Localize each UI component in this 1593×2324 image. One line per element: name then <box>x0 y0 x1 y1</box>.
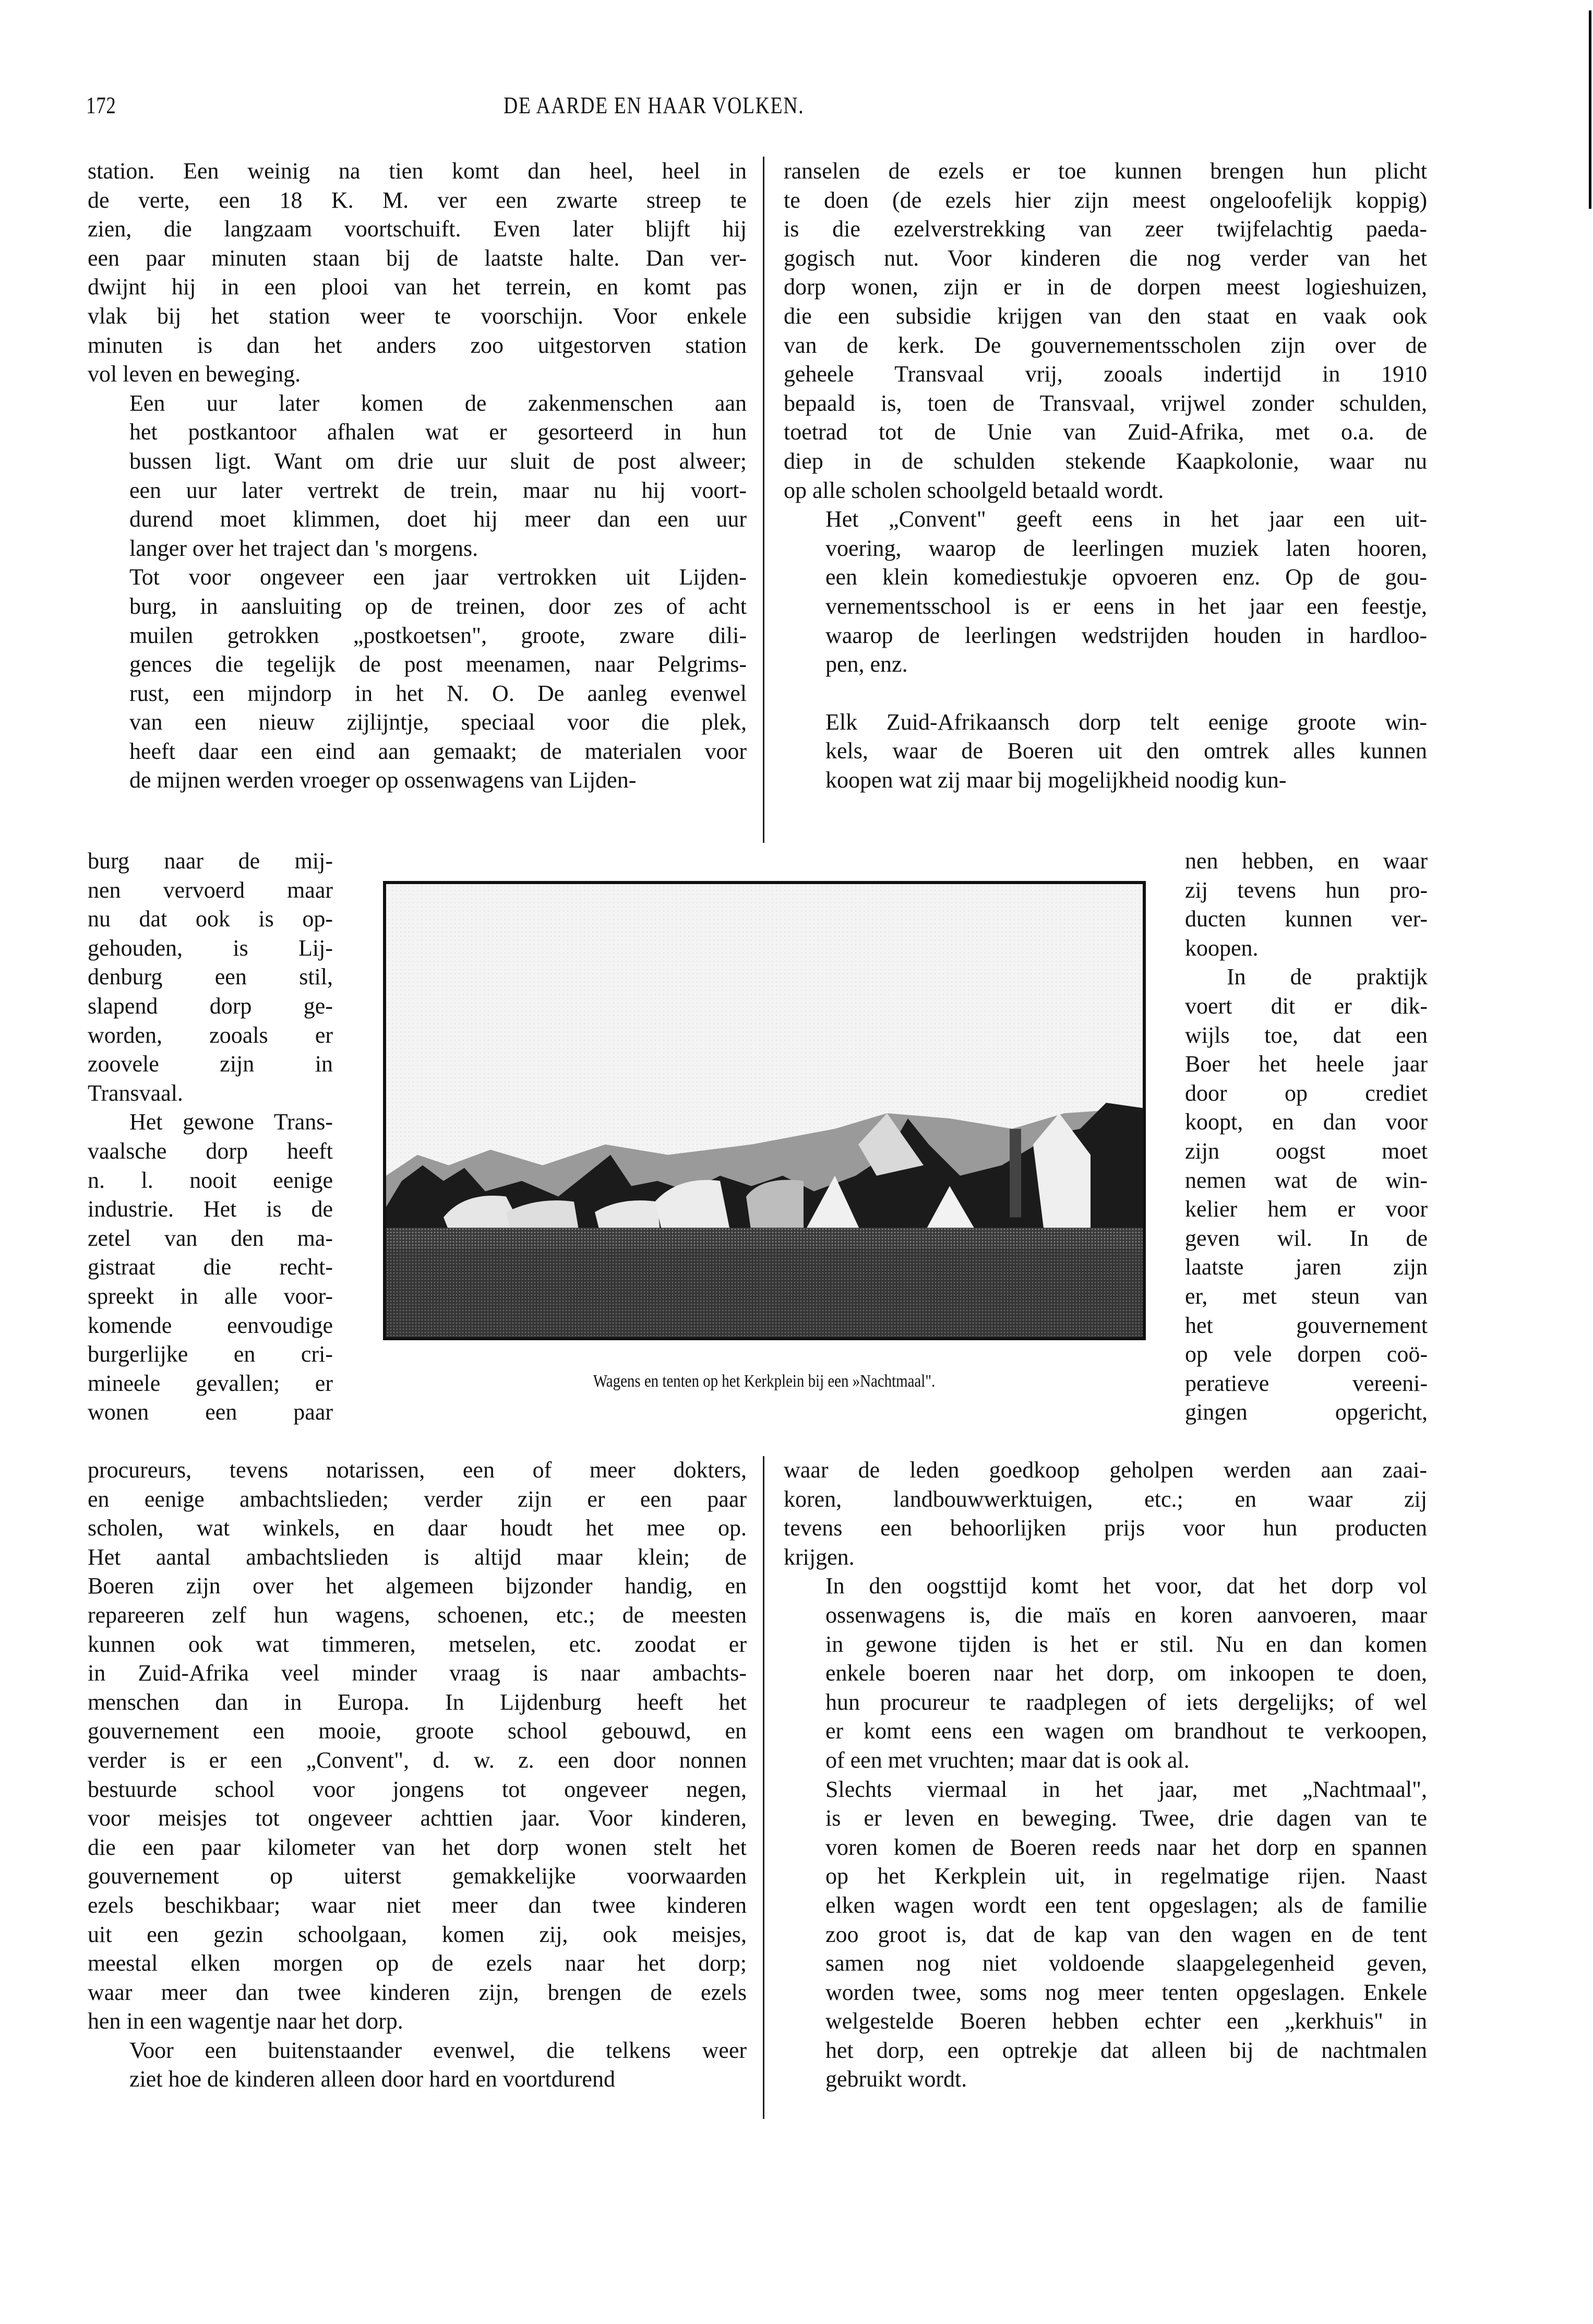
text-line: Een uur later komen de zakenmenschen aan <box>129 390 747 416</box>
text-line: slapend dorp ge- <box>88 993 333 1019</box>
text-line: langer over het traject dan 's morgens. <box>129 535 478 561</box>
paragraph <box>88 157 747 389</box>
text-line: dorp wonen, zijn er in de dorpen meest logieshuizen, <box>784 274 1427 300</box>
text-line: In de praktijk <box>1227 964 1428 990</box>
text-line: koopen. <box>1185 935 1259 961</box>
page-number: 172 <box>86 92 116 118</box>
text-line: de verte, een 18 K. M. ver een zwarte streep te <box>88 187 747 213</box>
text-line: uit een gezin schoolgaan, komen zij, ook meisjes, <box>88 1921 747 1947</box>
text-line: menschen dan in Europa. In Lijdenburg heeft het <box>88 1689 747 1715</box>
text-line: Tot voor ongeveer een jaar vertrokken uit Lijden- <box>129 564 747 590</box>
text-line: nu dat ook is op- <box>88 906 333 932</box>
text-line: durend moet klimmen, doet hij meer dan een uur <box>129 506 747 532</box>
text-line: geheele Transvaal vrij, zooals indertijd in 1910 <box>784 361 1427 387</box>
paragraph <box>784 708 1427 795</box>
text-line: koopen wat zij maar bij mogelijkheid noodig kun- <box>825 767 1287 793</box>
text-line: op alle scholen schoolgeld betaald wordt. <box>784 477 1164 503</box>
text-line: wonen een paar <box>88 1399 333 1425</box>
text-line: ezels beschikbaar; waar niet meer dan twee kinderen <box>88 1892 747 1918</box>
text-line: het gouvernement <box>1185 1312 1428 1338</box>
text-line: voren komen de Boeren reeds naar het dorp en spannen <box>825 1834 1427 1860</box>
text-line: gebruikt wordt. <box>825 2066 967 2092</box>
paragraph <box>88 1456 747 2036</box>
text-line: is die ezelverstrekking van zeer twijfelachtig paeda- <box>784 216 1427 242</box>
text-line: hun procureur te raadplegen of iets dergelijks; of wel <box>825 1689 1427 1715</box>
text-line: burg naar de mij- <box>88 848 333 874</box>
paragraph <box>88 563 747 795</box>
text-line: station. Een weinig na tien komt dan heel, heel in <box>88 158 747 184</box>
paragraph <box>784 1571 1427 1774</box>
text-line: bussen ligt. Want om drie uur sluit de post alweer; <box>129 448 747 474</box>
text-line: zijn oogst moet <box>1185 1138 1428 1164</box>
text-line: Boer het heele jaar <box>1185 1051 1428 1077</box>
text-line: zoo groot is, dat de kap van den wagen en de tent <box>825 1921 1427 1947</box>
text-line: kunnen ook wat timmeren, metselen, etc. zoodat er <box>88 1631 747 1657</box>
text-line: laatste jaren zijn <box>1185 1254 1428 1280</box>
text-line: gouvernement een mooie, groote school gebouwd, en <box>88 1718 747 1744</box>
text-line: worden twee, soms nog meer tenten opgeslagen. Enkele <box>825 1979 1427 2005</box>
column-divider <box>763 157 764 843</box>
text-line: voert dit er dik- <box>1185 993 1428 1019</box>
text-line: verder is er een „Convent", d. w. z. een door nonnen <box>88 1747 747 1773</box>
text-line: burgerlijke en cri- <box>88 1341 333 1367</box>
text-line: kels, waar de Boeren uit den omtrek alles kunnen <box>825 738 1427 764</box>
text-line: komende eenvoudige <box>88 1312 333 1338</box>
text-line: bestuurde school voor jongens tot ongeveer negen, <box>88 1776 747 1802</box>
text-line: scholen, wat winkels, en daar houdt het mee op. <box>88 1515 747 1541</box>
text-line: Transvaal. <box>88 1080 183 1106</box>
text-line: in gewone tijden is het er stil. Nu en dan komen <box>825 1631 1427 1657</box>
paragraph <box>784 157 1427 505</box>
text-line: ziet hoe de kinderen alleen door hard en voortdurend <box>129 2066 615 2092</box>
text-line: vaalsche dorp heeft <box>88 1138 333 1164</box>
text-line: vlak bij het station weer te voorschijn. Voor enkele <box>88 303 747 329</box>
text-line: spreekt in alle voor- <box>88 1283 333 1309</box>
text-line: een klein komediestukje opvoeren enz. Op de gou- <box>825 564 1427 590</box>
text-line: een paar minuten staan bij de laatste halte. Dan ver- <box>88 245 747 271</box>
text-line: industrie. Het is de <box>88 1196 333 1222</box>
text-line: en eenige ambachtslieden; verder zijn er een paar <box>88 1486 747 1512</box>
text-line: zij tevens hun pro- <box>1185 877 1428 903</box>
paragraph <box>784 505 1427 679</box>
text-line: te doen (de ezels hier zijn meest ongeloofelijk koppig) <box>784 187 1427 213</box>
text-line: peratieve vereeni- <box>1185 1370 1428 1396</box>
text-line: dwijnt hij in een plooi van het terrein, en komt pas <box>88 274 747 300</box>
text-line: of een met vruchten; maar dat is ook al. <box>825 1747 1190 1773</box>
text-line: worden, zooals er <box>88 1022 333 1048</box>
right-column-bottom <box>784 1456 1427 2094</box>
text-line: n. l. nooit eenige <box>88 1167 333 1193</box>
text-line: het dorp, een optrekje dat alleen bij de nachtmalen <box>825 2037 1427 2063</box>
text-line: nemen wat de win- <box>1185 1167 1428 1193</box>
right-column-top <box>784 157 1427 794</box>
text-line: er komt eens een wagen om brandhout te verkoopen, <box>825 1718 1427 1744</box>
text-line: vol leven en beweging. <box>88 361 301 387</box>
left-column-wrap-around-figure <box>88 847 333 1427</box>
text-line: waar de leden goedkoop geholpen werden aan zaai- <box>784 1457 1427 1483</box>
text-line: vernementsschool is er eens in het jaar een feestje, <box>825 593 1427 619</box>
text-line: voor meisjes tot ongeveer achttien jaar. Voor kinderen, <box>88 1805 747 1831</box>
text-line: de mijnen werden vroeger op ossenwagens van Lijden- <box>129 767 637 793</box>
text-line: samen nog niet voldoende slaapgelegenheid geven, <box>825 1950 1427 1976</box>
text-line: heeft daar een eind aan gemaakt; de materialen voor <box>129 738 747 764</box>
text-line: repareeren zelf hun wagens, schoenen, etc.; de meesten <box>88 1602 747 1628</box>
text-line: pen, enz. <box>825 651 908 677</box>
text-line: minuten is dan het anders zoo uitgestorven station <box>88 332 747 358</box>
text-line: koren, landbouwwerktuigen, etc.; en waar zij <box>784 1486 1427 1512</box>
text-line: nen vervoerd maar <box>88 877 333 903</box>
column-divider <box>763 1456 764 2119</box>
page-header <box>86 91 1495 123</box>
text-line: Het aantal ambachtslieden is altijd maar klein; de <box>88 1544 747 1570</box>
text-line: toetrad tot de Unie van Zuid-Afrika, met o.a. de <box>784 419 1427 445</box>
text-line: gehouden, is Lij- <box>88 935 333 961</box>
text-line: die een subsidie krijgen van den staat en vaak ook <box>784 303 1427 329</box>
text-line: In den oogsttijd komt het voor, dat het dorp vol <box>825 1573 1427 1599</box>
paragraph <box>784 1456 1427 1571</box>
photograph-wagons-and-tents <box>383 881 1146 1340</box>
text-line: procureurs, tevens notarissen, een of meer dokters, <box>88 1457 747 1483</box>
text-line: Het gewone Trans- <box>129 1109 333 1135</box>
running-title: DE AARDE EN HAAR VOLKEN. <box>504 92 805 118</box>
text-line: Boeren zijn over het algemeen bijzonder handig, en <box>88 1573 747 1599</box>
text-line: muilen getrokken „postkoetsen", groote, zware dili- <box>129 622 747 648</box>
paragraph <box>88 389 747 563</box>
text-line: ossenwagens is, die maïs en koren aanvoeren, maar <box>825 1602 1427 1628</box>
halftone-photo-icon <box>386 884 1143 1337</box>
text-line: van de kerk. De gouvernementsscholen zijn over de <box>784 332 1427 358</box>
text-line: geven wil. In de <box>1185 1225 1428 1251</box>
text-line: ranselen de ezels er toe kunnen brengen hun plicht <box>784 158 1427 184</box>
figure-caption <box>365 1372 1164 1391</box>
text-line: krijgen. <box>784 1544 855 1570</box>
text-line: die een paar kilometer van het dorp wonen stelt het <box>88 1834 747 1860</box>
text-line: tevens een behoorlijken prijs voor hun producten <box>784 1515 1427 1541</box>
text-line: elken wagen wordt een tent opgeslagen; als de familie <box>825 1892 1427 1918</box>
text-line: welgestelde Boeren hebben echter een „kerkhuis" in <box>825 2008 1427 2034</box>
text-line: gogisch nut. Voor kinderen die nog verder van het <box>784 245 1427 271</box>
text-line: voering, waarop de leerlingen muziek laten hooren, <box>825 535 1427 561</box>
page-edge-rule <box>1589 10 1591 209</box>
text-line: zoovele zijn in <box>88 1051 333 1077</box>
text-line: Slechts viermaal in het jaar, met „Nachtmaal", <box>825 1776 1427 1802</box>
text-line: Het „Convent" geeft eens in het jaar een uit- <box>825 506 1427 532</box>
text-line: diep in de schulden stekende Kaapkolonie, waar nu <box>784 448 1427 474</box>
text-line: zien, die langzaam voortschuift. Even later blijft hij <box>88 216 747 242</box>
text-line: ducten kunnen ver- <box>1185 906 1428 932</box>
text-line: in Zuid-Afrika veel minder vraag is naar ambachts- <box>88 1660 747 1686</box>
paragraph <box>784 1775 1427 2094</box>
text-line: denburg een stil, <box>88 964 333 990</box>
text-line: gistraat die recht- <box>88 1254 333 1280</box>
text-line: enkele boeren naar het dorp, om inkoopen te doen, <box>825 1660 1427 1686</box>
text-line: koopt, en dan voor <box>1185 1109 1428 1135</box>
text-line: er, met steun van <box>1185 1283 1428 1309</box>
text-line: burg, in aansluiting op de treinen, door zes of acht <box>129 593 747 619</box>
text-line: mineele gevallen; er <box>88 1370 333 1396</box>
text-line: Voor een buitenstaander evenwel, die telkens weer <box>129 2037 747 2063</box>
text-line: zetel van den ma- <box>88 1225 333 1251</box>
text-line: rust, een mijndorp in het N. O. De aanleg evenwel <box>129 680 747 706</box>
text-line: is er leven en beweging. Twee, drie dagen van te <box>825 1805 1427 1831</box>
text-line: een uur later vertrekt de trein, maar nu hij voort- <box>129 477 747 503</box>
text-line: gingen opgericht, <box>1185 1399 1428 1425</box>
text-line: hen in een wagentje naar het dorp. <box>88 2008 403 2034</box>
right-column-wrap-around-figure <box>1185 847 1428 1427</box>
text-line: gouvernement op uiterst gemakkelijke voorwaarden <box>88 1863 747 1889</box>
text-line: nen hebben, en waar <box>1185 848 1428 874</box>
text-line: Elk Zuid-Afrikaansch dorp telt eenige groote win- <box>825 709 1427 735</box>
text-line: waar meer dan twee kinderen zijn, brengen de ezels <box>88 1979 747 2005</box>
text-line: het postkantoor afhalen wat er gesorteerd in hun <box>129 419 747 445</box>
text-line: op het Kerkplein uit, in regelmatige rijen. Naast <box>825 1863 1427 1889</box>
left-column-bottom <box>88 1456 747 2094</box>
text-line: van een nieuw zijlijntje, speciaal voor die plek, <box>129 709 747 735</box>
text-line: op vele dorpen coö- <box>1185 1341 1428 1367</box>
text-line: bepaald is, toen de Transvaal, vrijwel zonder schulden, <box>784 390 1427 416</box>
paragraph <box>88 2036 747 2094</box>
text-line: wijls toe, dat een <box>1185 1022 1428 1048</box>
text-line: door op crediet <box>1185 1080 1428 1106</box>
figure-caption-text: Wagens en tenten op het Kerkplein bij een »Nachtmaal". <box>593 1372 936 1391</box>
text-line: waarop de leerlingen wedstrijden houden in hardloo- <box>825 622 1427 648</box>
text-line: gences die tegelijk de post meenamen, naar Pelgrims- <box>129 651 747 677</box>
text-line: meestal elken morgen op de ezels naar het dorp; <box>88 1950 747 1976</box>
text-line: kelier hem er voor <box>1185 1196 1428 1222</box>
left-column-top <box>88 157 747 795</box>
